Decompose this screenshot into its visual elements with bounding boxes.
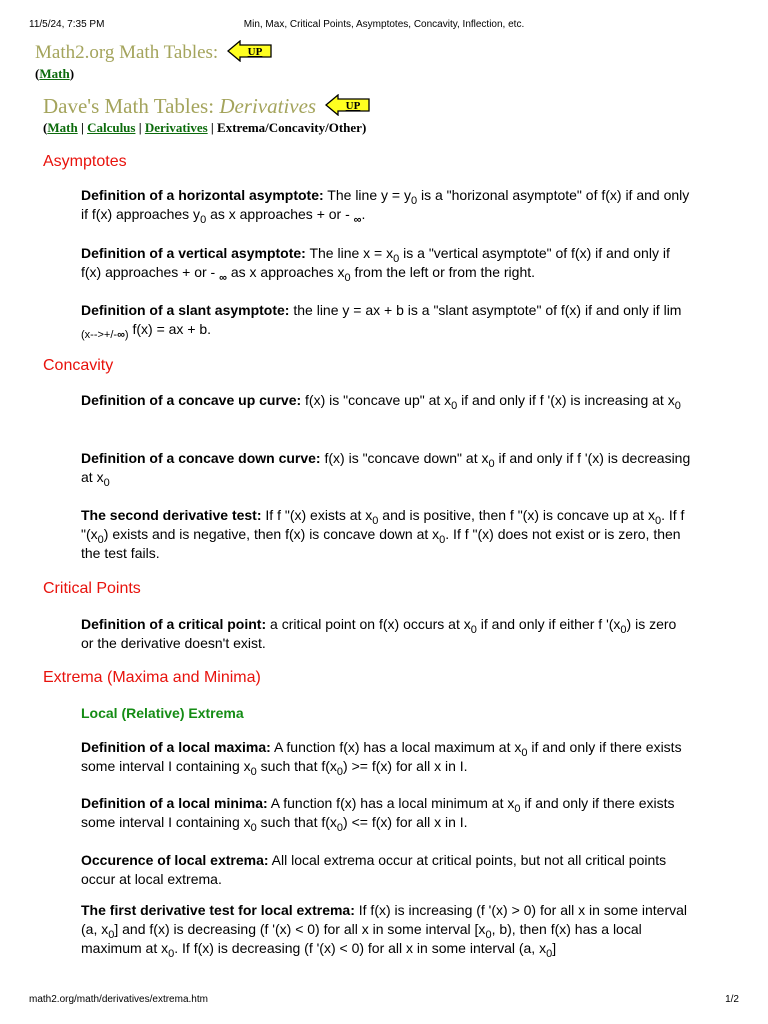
site-title	[35, 42, 273, 65]
def-local-minima: Definition of a local minima: A function f(x) has a local minimum at $x_0$ if and only if there exists some interval I containing $x_0$ such that $f(x_0) <= f(x)$ for all x in I.	[81, 795, 675, 834]
second-derivative-test: The second derivative test: If f "(x) exists at $x_0$ and is positive, then f "(x) is concave up at $x_0$. If f "$(x_0)$ exists and is negative, then f(x) is concave down at $x_0$. If f "(x) does not exist or is zero, then the test fails.	[81, 507, 685, 561]
section-critical-points: Critical Points	[43, 580, 141, 597]
crumb-calculus-link[interactable]: Calculus	[87, 120, 136, 135]
print-page-number: 1/2	[725, 994, 739, 1005]
up-arrow-icon[interactable]	[227, 40, 273, 62]
page-title: Dave's Math Tables: Derivatives UP	[43, 94, 371, 119]
occurence-local-extrema: Occurence of local extrema: All local extrema occur at critical points, but not all critical points occur at local extrema.	[81, 852, 667, 887]
def-critical-point: Definition of a critical point: a critical point on f(x) occurs at $x_0$ if and only if either f '$(x_0)$ is zero or the derivative doesn't exist.	[81, 616, 677, 651]
section-asymptotes: Asymptotes	[43, 153, 127, 170]
def-local-maxima: Definition of a local maxima: A function f(x) has a local maximum at $x_0$ if and only if there exists some interval I containing $x_0$ such that $f(x_0) >= f(x)$ for all x in I.	[81, 739, 682, 778]
print-page-title: Min, Max, Critical Points, Asymptotes, Concavity, Inflection, etc.	[243, 19, 525, 30]
up-arrow-icon[interactable]	[325, 94, 371, 116]
breadcrumb: (Math | Calculus | Derivatives | Extrema/Concavity/Other)	[43, 120, 367, 135]
def-concave-down: Definition of a concave down curve: f(x) is "concave down" at $x_0$ if and only if f '(x) is decreasing at $x_0$	[81, 450, 691, 489]
print-date: 11/5/24, 7:35 PM	[29, 19, 105, 30]
subsection-local-extrema: Local (Relative) Extrema	[81, 705, 244, 721]
site-breadcrumb: (Math)	[35, 66, 75, 81]
crumb-math-link[interactable]: Math	[39, 66, 70, 81]
print-url: math2.org/math/derivatives/extrema.htm	[29, 994, 208, 1005]
def-vertical-asymptote: Definition of a vertical asymptote: The line $x = x_0$ is a "vertical asymptote" of f(x) if and only if f(x) approaches + or - $_\infty$ as x approaches $x_0$ from the left or from the right.	[81, 245, 670, 284]
site-title-text: Math2.org Math Tables:	[35, 42, 219, 63]
up-label: UP	[247, 45, 263, 58]
crumb-derivatives-link[interactable]: Derivatives	[144, 120, 208, 135]
def-concave-up: Definition of a concave up curve: f(x) is "concave up" at $x_0$ if and only if f '(x) is increasing at $x_0$	[81, 392, 681, 412]
section-concavity: Concavity	[43, 357, 114, 374]
def-slant-asymptote: Definition of a slant asymptote: the line y = ax + b is a "slant asymptote" of f(x) if and only if lim $_{(x-->+/-\infty)}$ f(x) = ax + b.	[81, 302, 682, 341]
section-extrema: Extrema (Maxima and Minima)	[43, 669, 261, 686]
crumb-current: Extrema/Concavity/Other	[217, 120, 362, 135]
first-derivative-test: The first derivative test for local extrema: If f(x) is increasing (f '(x) > 0) for all x in some interval (a, $x_0$] and f(x) is decreasing (f '(x) < 0) for all x in some interval [$x_0$, b), then f(x) has a local maximum at $x_0$. If f(x) is decreasing (f '(x) < 0) for all x in some interval (a, $x_0$]	[81, 902, 688, 960]
crumb-math-link[interactable]: Math	[47, 120, 78, 135]
def-horizontal-asymptote: Definition of a horizontal asymptote: The line $y = y_0$ is a "horizonal asymptote" of f(x) if and only if f(x) approaches $y_0$ as x approaches + or - $_\infty$.	[81, 187, 690, 226]
up-label: UP	[346, 100, 361, 113]
